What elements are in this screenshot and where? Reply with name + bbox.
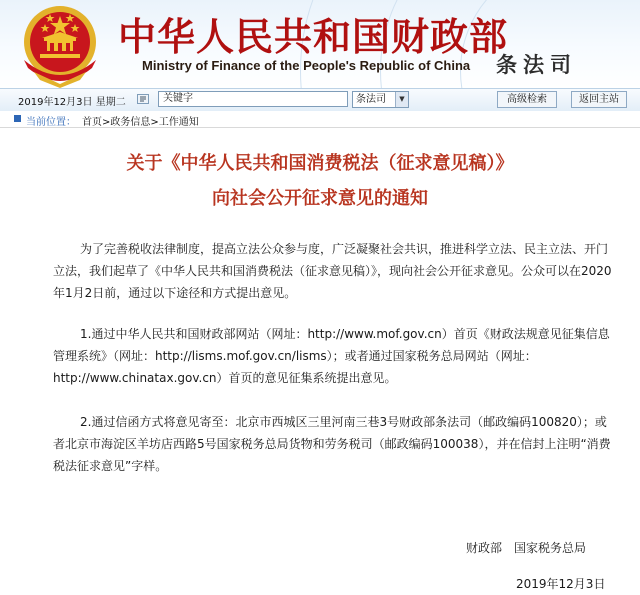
- article-paragraph-1: 为了完善税收法律制度，提高立法公众参与度，广泛凝聚社会共识，推进科学立法、民主立法、开门立法，我们起草了《中华人民共和国消费税法（征求意见稿）》，现向社会公开征求意见。公众可以在2020年1月2日前，通过以下途径和方式提出意见。: [53, 242, 612, 300]
- top-toolbar: [0, 88, 640, 112]
- national-emblem-icon: [14, 2, 106, 88]
- breadcrumb-label: 当前位置：: [26, 117, 76, 128]
- breadcrumb-path[interactable]: 首页>政务信息>工作通知: [82, 117, 199, 128]
- scope-select[interactable]: [352, 91, 409, 108]
- article-title-line1: 关于《中华人民共和国消费税法（征求意见稿）》: [126, 153, 514, 174]
- current-date: 2019年12月3日 星期二: [18, 97, 126, 108]
- keyword-label-icon: [137, 94, 149, 104]
- return-home-button[interactable]: 返回主站: [571, 91, 627, 108]
- article-paragraph-2: 1.通过中华人民共和国财政部网站（网址：http://www.mof.gov.cn）首页《财政法规意见征集信息管理系统》（网址：http://lisms.mof.gov.cn/lisms）；或者通过国家税务总局网站（网址：http://www.chinatax.gov.cn）首页的意见征集系统提出意见。: [53, 327, 610, 385]
- breadcrumb: [0, 111, 640, 128]
- department-name: 条法司: [496, 53, 577, 77]
- breadcrumb-bullet-icon: [14, 115, 21, 122]
- article-signature: 财政部 国家税务总局: [466, 541, 587, 555]
- scope-select-value: 条法司: [356, 94, 386, 105]
- article-date: 2019年12月3日: [516, 577, 606, 591]
- site-banner: [0, 0, 640, 88]
- article-paragraph-3: 2.通过信函方式将意见寄至：北京市西城区三里河南三巷3号财政部条法司（邮政编码100820）；或者北京市海淀区羊坊店西路5号国家税务总局货物和劳务税司（邮政编码100038），并在信封上注明“消费税法征求意见”字样。: [53, 415, 611, 473]
- site-title-en: Ministry of Finance of the People's Republic of China: [142, 58, 471, 73]
- keyword-search-input[interactable]: [158, 91, 348, 107]
- chevron-down-icon[interactable]: ▼: [395, 92, 408, 107]
- advanced-search-button[interactable]: 高级检索: [497, 91, 557, 108]
- article-title-line2: 向社会公开征求意见的通知: [212, 188, 428, 209]
- site-title-cn: 中华人民共和国财政部: [118, 14, 509, 59]
